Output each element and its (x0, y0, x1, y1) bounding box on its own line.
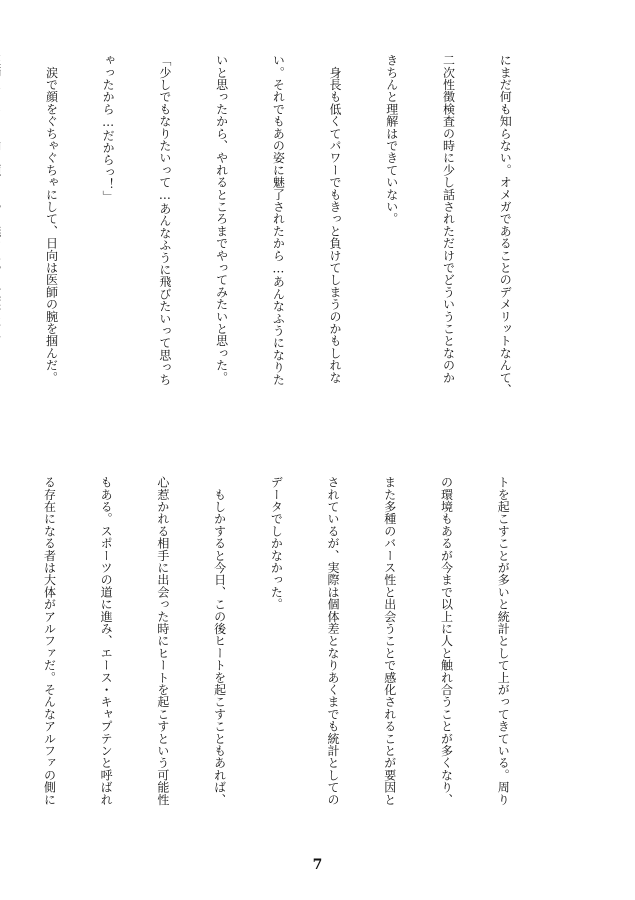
page-number: 7 (312, 857, 323, 873)
text-line: 心惹かれる相手に出会った時にヒートを起こすという可能性 (155, 476, 170, 806)
text-line: トを起こすことが多いと統計として上がってきている。周り (496, 476, 511, 806)
text-line: されているが、実際は個体差となりあくまでも統計としての (326, 476, 341, 806)
text-line: また多種のバース性と出会うことで感化されることが要因と (382, 476, 397, 806)
text-line: ゃったから…だからっ！」 (101, 54, 116, 203)
upper-text-block (44, 54, 552, 442)
text-line: の環境もあるが今まで以上に人と触れ合うことが多くなり、 (439, 476, 454, 806)
text-line: にまだ何も知らない。オメガであることのデメリットなんて、 (498, 54, 513, 396)
lower-text-block (42, 476, 550, 841)
text-line: い。それでもあの姿に魅了されたから…あんなふうになりた (271, 54, 286, 386)
text-line: きちんと理解はできていない。 (384, 54, 399, 225)
text-line: データでしかなかった。 (269, 476, 284, 611)
text-line: 身長も低くてパワーでもきっと負けてしまうのかもしれな (328, 54, 343, 384)
text-line: 「少しでもなりたいって…あんなふうに飛びたいって思っち (157, 54, 172, 386)
text-line: いと思ったから、やれるところまでやってみたいと思った。 (214, 54, 229, 384)
text-line: る存在になる者は大体がアルファだ。そんなアルファの側に (42, 476, 57, 806)
text-line: もある。スポーツの道に進み、エース・キャプテンと呼ばれ (99, 476, 114, 806)
text-line: 二次性徴検査の時に少し話されただけでどういうことなのか (441, 54, 456, 384)
text-line (0, 54, 4, 442)
text-line: 涙で顔をぐちゃぐちゃにして、日向は医師の腕を掴んだ。 (44, 54, 59, 384)
text-line: もしかすると今日、この後ヒートを起こすこともあれば、 (212, 476, 227, 806)
text-line (0, 476, 2, 841)
